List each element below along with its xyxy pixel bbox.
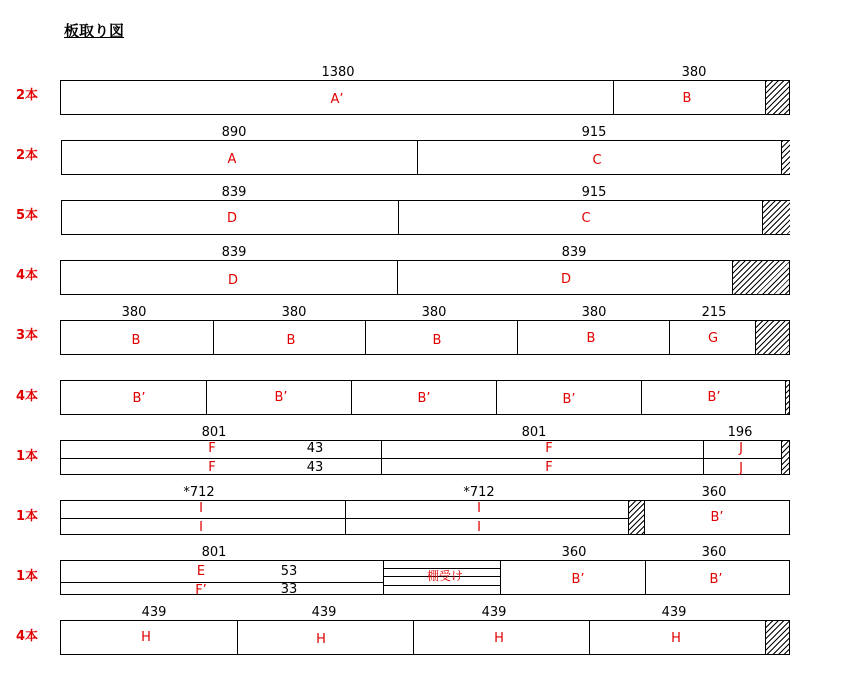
quantity-label: 4本 (16, 268, 39, 283)
piece-label: I (199, 520, 203, 535)
rip-line (61, 458, 781, 459)
rip-width-label: 43 (306, 460, 324, 475)
quantity-label: 4本 (16, 629, 39, 644)
dimension-label: 380 (421, 305, 447, 320)
piece-label: A’ (330, 92, 344, 107)
dimension-label: 801 (521, 425, 547, 440)
piece-label: D (226, 211, 237, 226)
dimension-label: 801 (201, 425, 227, 440)
board-bar (60, 560, 790, 598)
dimension-label: 839 (221, 185, 247, 200)
dimension-label: 801 (201, 545, 227, 560)
piece-label: B’ (417, 391, 431, 406)
piece-label: J (739, 461, 743, 476)
piece-label: F (208, 441, 216, 456)
piece-label: D (227, 273, 238, 288)
piece-label: E (196, 564, 206, 579)
waste-area (628, 501, 645, 534)
waste-area (732, 261, 789, 294)
quantity-label: 1本 (16, 509, 39, 524)
waste-area (765, 81, 789, 114)
piece-label: H (316, 632, 326, 647)
piece-label: H (494, 631, 504, 646)
piece-label: B’ (707, 390, 721, 405)
waste-area (785, 381, 789, 414)
rip-width-label: 53 (280, 564, 298, 579)
waste-area (755, 321, 789, 354)
piece-label: B (131, 333, 141, 348)
piece-label: B (432, 333, 442, 348)
piece-label: F (545, 441, 553, 456)
quantity-label: 1本 (16, 569, 39, 584)
waste-area (781, 141, 790, 174)
piece-label: J (739, 441, 743, 456)
page-title: 板取り図 (64, 22, 125, 40)
quantity-label: 2本 (16, 148, 39, 163)
piece-label: I (477, 501, 481, 516)
dimension-label: 360 (561, 545, 587, 560)
piece-label: B’ (132, 391, 146, 406)
piece-label: A (227, 152, 237, 167)
waste-area (762, 201, 790, 234)
dimension-label: 890 (221, 125, 247, 140)
rip-line (383, 585, 500, 586)
board-bar (61, 200, 790, 235)
dimension-label: 839 (221, 245, 247, 260)
quantity-label: 2本 (16, 88, 39, 103)
piece-label: C (581, 211, 591, 226)
piece-label: F (545, 460, 553, 475)
board-bar (60, 320, 790, 355)
piece-label: F (208, 460, 216, 475)
board-bar (60, 500, 790, 535)
piece-label: F’ (195, 583, 207, 598)
dimension-label: 439 (481, 605, 507, 620)
board-bar (61, 140, 790, 175)
dimension-label: 380 (681, 65, 707, 80)
dimension-label: 380 (121, 305, 147, 320)
piece-label: B’ (562, 392, 576, 407)
piece-label: H (141, 630, 151, 645)
piece-label: H (671, 631, 681, 646)
dimension-label: 1380 (321, 65, 355, 80)
dimension-label: 915 (581, 185, 607, 200)
dimension-label: 439 (661, 605, 687, 620)
dimension-label: 380 (581, 305, 607, 320)
dimension-label: 439 (311, 605, 337, 620)
board-bar (60, 260, 790, 295)
quantity-label: 1本 (16, 449, 39, 464)
piece-label: C (592, 153, 602, 168)
piece-label: B’ (709, 572, 723, 587)
quantity-label: 4本 (16, 389, 39, 404)
piece-label: I (477, 520, 481, 535)
piece-label: D (560, 272, 571, 287)
piece-label: I (199, 501, 203, 516)
dimension-label: *712 (463, 485, 495, 500)
rip-width-label: 33 (280, 582, 298, 597)
piece-label: B’ (274, 390, 288, 405)
quantity-label: 5本 (16, 208, 39, 223)
dimension-label: 215 (701, 305, 727, 320)
dimension-label: 439 (141, 605, 167, 620)
rip-width-label: 43 (306, 441, 324, 456)
board-bar (60, 620, 790, 655)
board-bar (60, 80, 790, 115)
piece-label: G (707, 331, 719, 346)
rip-line (61, 518, 628, 519)
waste-area (781, 441, 789, 474)
dimension-label: 360 (701, 485, 727, 500)
piece-label: B’ (710, 510, 724, 525)
shelf-support-label: 棚受け (426, 569, 463, 583)
dimension-label: 360 (701, 545, 727, 560)
piece-label: B’ (571, 572, 585, 587)
waste-area (765, 621, 789, 654)
dimension-label: 915 (581, 125, 607, 140)
dimension-label: 839 (561, 245, 587, 260)
dimension-label: *712 (183, 485, 215, 500)
piece-label: B (682, 91, 692, 106)
quantity-label: 3本 (16, 328, 39, 343)
dimension-label: 196 (727, 425, 753, 440)
board-bar (60, 380, 790, 415)
dimension-label: 380 (281, 305, 307, 320)
piece-label: B (286, 333, 296, 348)
board-bar (60, 440, 790, 475)
piece-label: B (586, 331, 596, 346)
